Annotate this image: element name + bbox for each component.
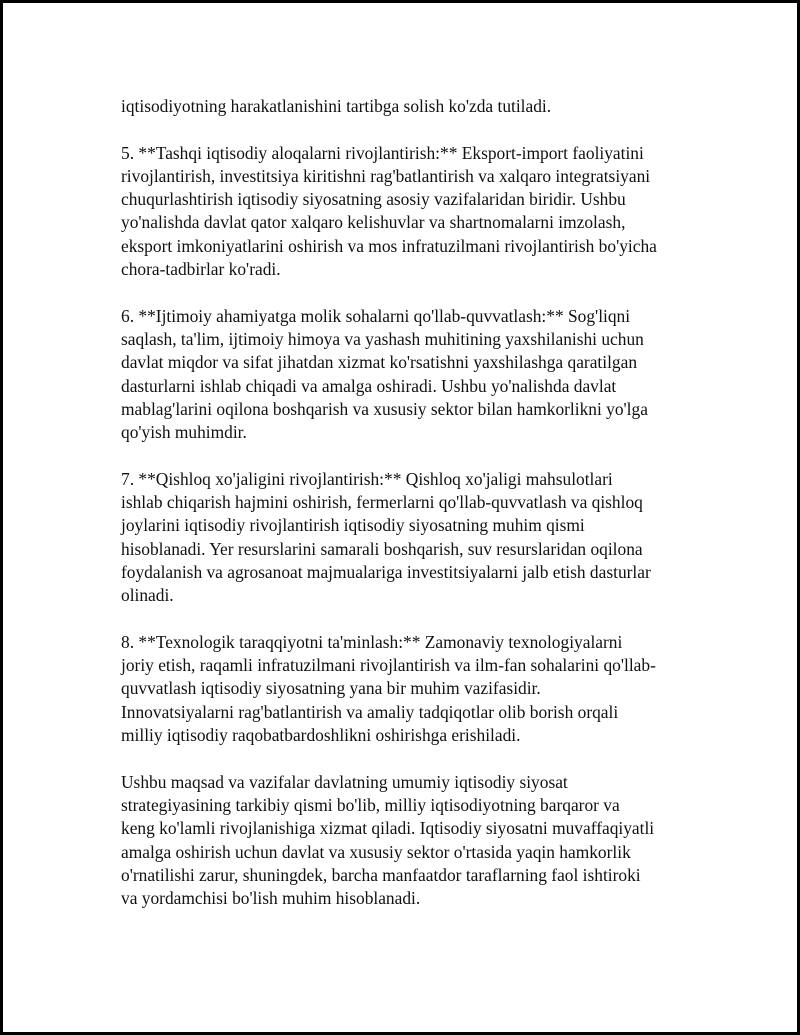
paragraph-item-5 xyxy=(121,142,701,282)
text-line: mablag'larini oqilona boshqarish va xususiy sektor bilan hamkorlikni yo'lga xyxy=(121,398,648,419)
paragraph-item-6 xyxy=(121,305,701,445)
text-line: qo'yish muhimdir. xyxy=(121,422,247,443)
text-line: olinadi. xyxy=(121,585,174,606)
text-line: chuqurlashtirish iqtisodiy siyosatning asosiy vazifalaridan biridir. Ushbu xyxy=(121,189,626,210)
text-line: davlat miqdor va sifat jihatdan xizmat ko'rsatishni yaxshilashga qaratilgan xyxy=(121,352,638,373)
paragraph-item-7 xyxy=(121,468,701,608)
text-line: joriy etish, raqamli infratuzilmani rivojlantirish va ilm-fan sohalarini qo'llab- xyxy=(121,655,656,676)
text-line: joylarini iqtisodiy rivojlantirish iqtisodiy siyosatning muhim qismi xyxy=(121,515,585,536)
text-line: yo'nalishda davlat qator xalqaro kelishuvlar va shartnomalarni imzolash, xyxy=(121,212,626,233)
paragraph-conclusion xyxy=(121,771,701,911)
text-line: 7. **Qishloq xo'jaligini rivojlantirish:** Qishloq xo'jaligi mahsulotlari xyxy=(121,468,613,489)
text-line: iqtisodiyotning harakatlanishini tartibga solish ko'zda tutiladi. xyxy=(121,96,552,116)
text-line: amalga oshirish uchun davlat va xususiy sektor o'rtasida yaqin hamkorlik xyxy=(121,841,631,862)
text-line: 6. **Ijtimoiy ahamiyatga molik sohalarni qo'llab-quvvatlash:** Sog'liqni xyxy=(121,305,631,326)
text-line: 5. **Tashqi iqtisodiy aloqalarni rivojlantirish:** Eksport-import faoliyatini xyxy=(121,142,644,163)
text-line: ishlab chiqarish hajmini oshirish, fermerlarni qo'llab-quvvatlash va qishloq xyxy=(121,492,643,513)
text-line: dasturlarni ishlab chiqadi va amalga oshiradi. Ushbu yo'nalishda davlat xyxy=(121,375,617,396)
text-line: quvvatlash iqtisodiy siyosatning yana bir muhim vazifasidir. xyxy=(121,678,541,699)
text-line: saqlash, ta'lim, ijtimoiy himoya va yashash muhitining yaxshilanishi uchun xyxy=(121,328,644,349)
text-line: keng ko'lamli rivojlanishiga xizmat qiladi. Iqtisodiy siyosatni muvaffaqiyatli xyxy=(121,818,655,839)
text-line: va yordamchisi bo'lish muhim hisoblanadi. xyxy=(121,888,421,909)
text-line: Ushbu maqsad va vazifalar davlatning umumiy iqtisodiy siyosat xyxy=(121,771,568,792)
paragraph-item-8 xyxy=(121,631,701,747)
text-line: milliy iqtisodiy raqobatbardoshlikni oshirishga erishiladi. xyxy=(121,725,521,746)
text-line: eksport imkoniyatlarini oshirish va mos infratuzilmani rivojlantirish bo'yicha xyxy=(121,235,657,256)
text-line: o'rnatilishi zarur, shuningdek, barcha manfaatdor taraflarning faol ishtiroki xyxy=(121,864,641,885)
paragraph-continuation xyxy=(121,95,701,118)
text-line: foydalanish va agrosanoat majmualariga investitsiyalarni jalb etish dasturlar xyxy=(121,561,651,582)
document-body xyxy=(121,95,701,934)
text-line: Innovatsiyalarni rag'batlantirish va amaliy tadqiqotlar olib borish orqali xyxy=(121,701,619,722)
text-line: chora-tadbirlar ko'radi. xyxy=(121,259,281,280)
text-line: hisoblanadi. Yer resurslarini samarali boshqarish, suv resurslaridan oqilona xyxy=(121,538,643,559)
text-line: strategiyasining tarkibiy qismi bo'lib, milliy iqtisodiyotning barqaror va xyxy=(121,794,620,815)
text-line: rivojlantirish, investitsiya kiritishni rag'batlantirish va xalqaro integratsiyani xyxy=(121,165,651,186)
text-line: 8. **Texnologik taraqqiyotni ta'minlash:** Zamonaviy texnologiyalarni xyxy=(121,631,623,652)
